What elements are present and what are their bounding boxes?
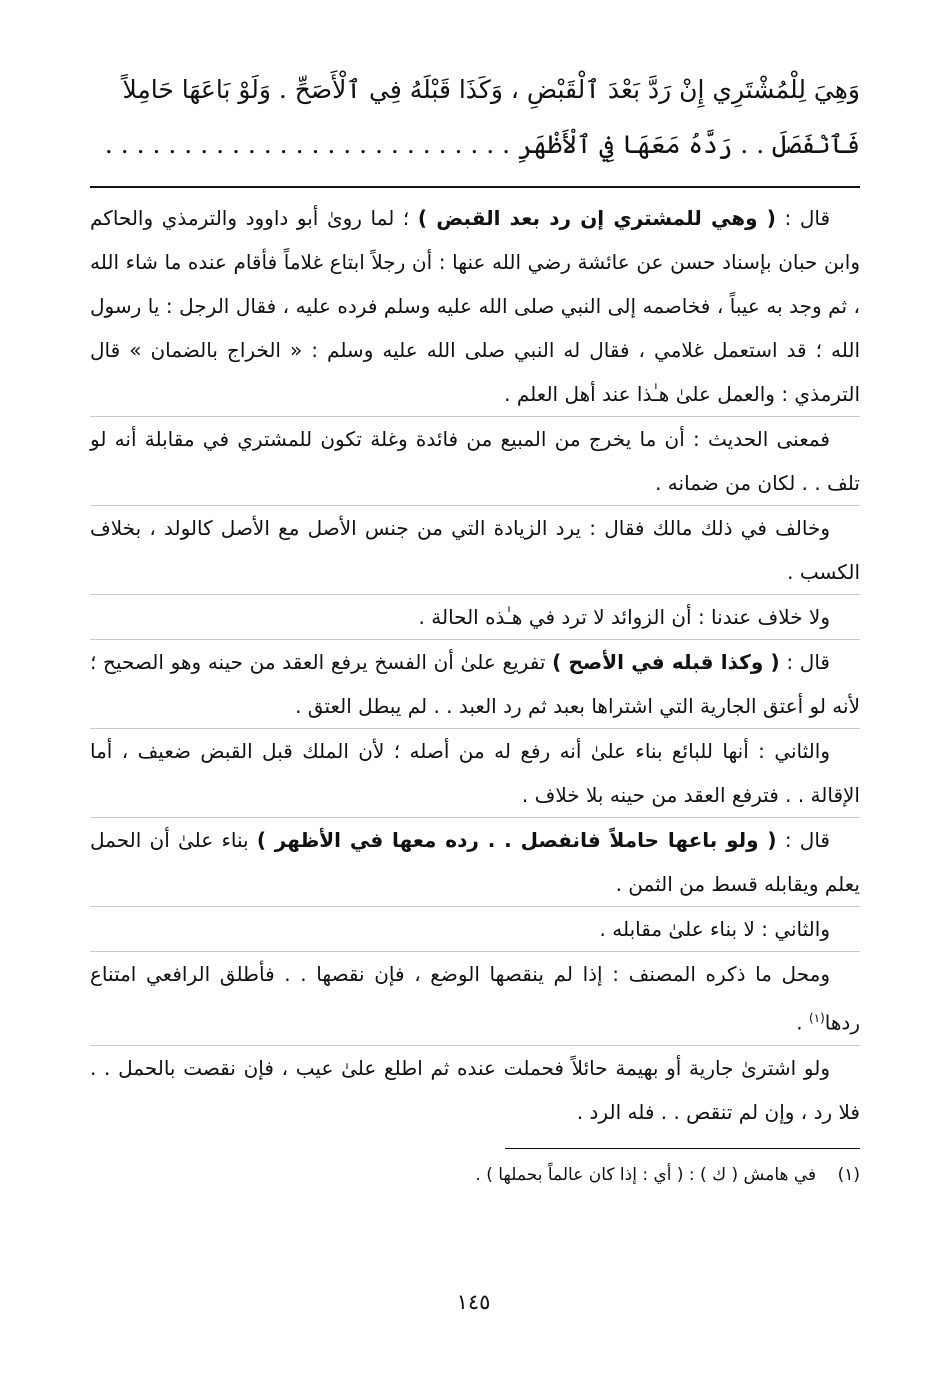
sharh-section <box>90 196 860 1134</box>
footnote-divider <box>505 1148 860 1149</box>
sharh-paragraph: ومحل ما ذكره المصنف : إذا لم ينقصها الوضع ، فإن نقصها . . فأطلق الرافعي امتناع ردها$^{(١)}$ . <box>90 952 860 1046</box>
sharh-paragraph: ولا خلاف عندنا : أن الزوائد لا ترد في هـٰذه الحالة . <box>90 595 860 640</box>
sharh-paragraph: قال : ( وكذا قبله في الأصح ) تفريع علىٰ أن الفسخ يرفع العقد من حينه وهو الصحيح ؛ لأنه لو أعتق الجارية التي اشتراها بعبد ثم رد العبد . . لم يبطل العتق . <box>90 640 860 729</box>
matn-line: وَهِيَ لِلْمُشْتَرِي إِنْ رَدَّ بَعْدَ ٱلْقَبْضِ ، وَكَذَا قَبْلَهُ فِي ٱلْأَصَحِّ . وَلَوْ بَاعَهَا حَامِلاً <box>122 75 860 104</box>
matn-text <box>90 62 860 172</box>
sharh-paragraph: والثاني : لا بناء علىٰ مقابله . <box>90 907 860 952</box>
footnote <box>90 1159 860 1191</box>
sharh-paragraph: والثاني : أنها للبائع بناء علىٰ أنه رفع له من أصله ؛ لأن الملك قبل القبض ضعيف ، أما الإقالة . . فترفع العقد من حينه بلا خلاف . <box>90 729 860 818</box>
footnote-number: (١) <box>837 1164 860 1185</box>
quoted-matn: ( وكذا قبله في الأصح ) <box>552 650 780 674</box>
sharh-paragraph: فمعنى الحديث : أن ما يخرج من المبيع من فائدة وغلة تكون للمشتري في مقابلة أنه لو تلف . . لكان من ضمانه . <box>90 417 860 506</box>
matn-dots: . . . . . . . . . . . . . . . . . . . . . . . . . . <box>104 130 511 159</box>
quoted-matn: ( وهي للمشتري إن رد بعد القبض ) <box>417 206 776 230</box>
matn-divider <box>90 186 860 188</box>
sharh-paragraph: قال : ( ولو باعها حاملاً فانفصل . . رده معها في الأظهر ) بناء علىٰ أن الحمل يعلم ويقابله قسط من الثمن . <box>90 818 860 907</box>
sharh-paragraph: وخالف في ذلك مالك فقال : يرد الزيادة التي من جنس الأصل مع الأصل كالولد ، بخلاف الكسب . <box>90 506 860 595</box>
page-body <box>90 62 860 1191</box>
page-number: ١٤٥ <box>456 1290 491 1314</box>
footnote-text: في هامش ( ك ) : ( أي : إذا كان عالماً بحملها ) . <box>475 1164 817 1185</box>
matn-line-text: فَٱنْفَصَلَ . . رَدَّهُ مَعَهَا فِي ٱلْأَظْهَرِ <box>518 130 860 159</box>
quoted-matn: ( ولو باعها حاملاً فانفصل . . رده معها في الأظهر ) <box>256 828 777 852</box>
matn-line <box>90 117 860 172</box>
sharh-paragraph: ولو اشترىٰ جارية أو بهيمة حائلاً فحملت عنده ثم اطلع علىٰ عيب ، فإن نقصت بالحمل . . فلا رد ، وإن لم تنقص . . فله الرد . <box>90 1055 860 1124</box>
sharh-paragraph: قال : ( وهي للمشتري إن رد بعد القبض ) ؛ لما روىٰ أبو داوود والترمذي والحاكم وابن حبان بإسناد حسن عن عائشة رضي الله عنها : أن رجلاً ابتاع غلاماً فأقام عنده ما شاء الله ، ثم وجد به عيباً ، فخاصمه إلى النبي صلى الله عليه وسلم فرده عليه ، فقال الرجل : يا رسول الله ؛ قد استعمل غلامي ، فقال له النبي صلى الله عليه وسلم : « الخراج بالضمان » قال الترمذي : والعمل علىٰ هـٰذا عند أهل العلم . <box>90 196 860 417</box>
footnote-ref[interactable]: (١) <box>808 1011 825 1025</box>
